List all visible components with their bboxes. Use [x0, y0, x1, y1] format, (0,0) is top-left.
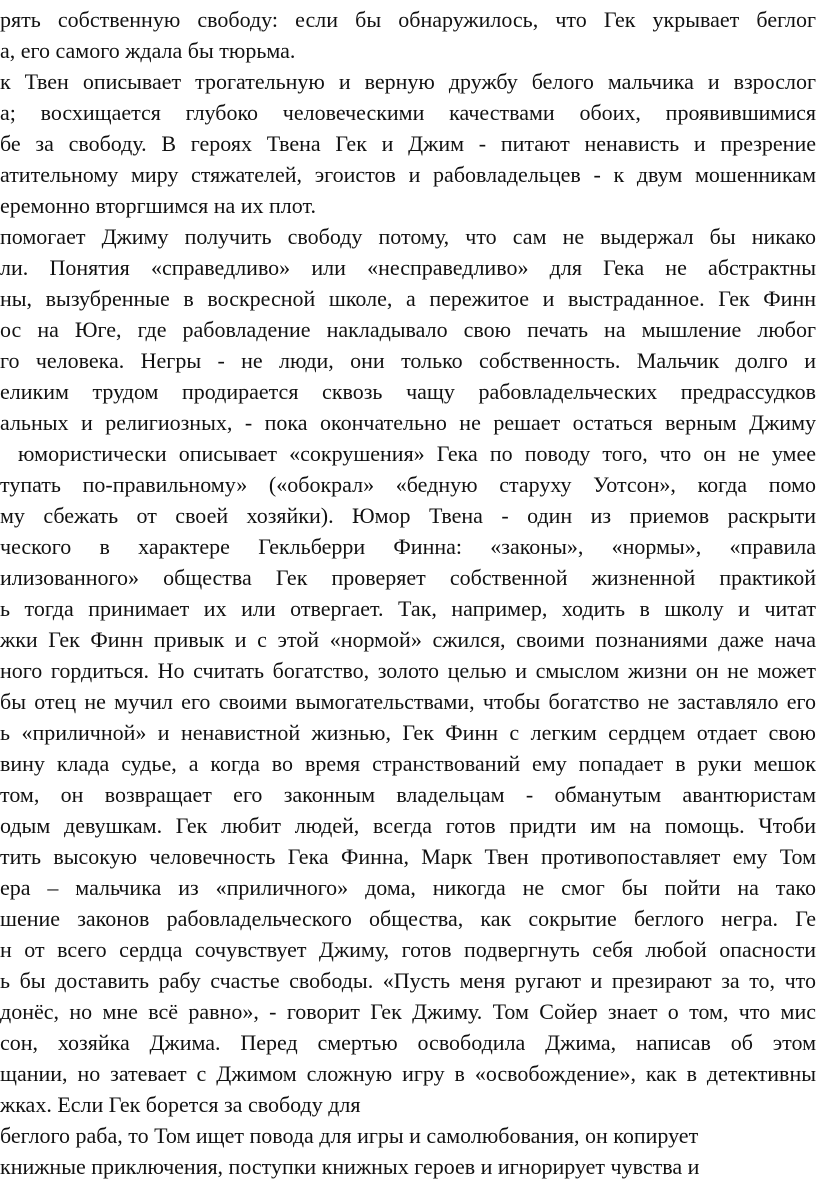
text-line: бы отец не мучил его своими вымогательствами, чтобы богатство не заставляло его — [0, 689, 816, 714]
text-line: тупать по-правильному» («обокрал» «бедную старуху Уотсон», когда помо — [0, 472, 816, 497]
text-line: а, его самого ждала бы тюрьма. — [0, 38, 296, 63]
text-line: атительному миру стяжателей, эгоистов и рабовладельцев - к двум мошенникам — [0, 162, 816, 187]
text-line: юмористически описывает «сокрушения» Гека по поводу того, что он не умее — [18, 441, 816, 466]
text-line: одым девушкам. Гек любит людей, всегда готов придти им на помощь. Чтоби — [0, 813, 816, 838]
text-line: ли. Понятия «справедливо» или «несправедливо» для Гека не абстрактны — [0, 255, 816, 280]
text-line: жках. Если Гек борется за свободу для — [0, 1092, 361, 1117]
text-line: ческого в характере Гекльберри Финна: «законы», «нормы», «правила — [0, 534, 816, 559]
text-line: ь бы доставить рабу счастье свободы. «Пусть меня ругают и презирают за то, что — [0, 968, 816, 993]
text-line: тить высокую человечность Гека Финна, Марк Твен противопоставляет ему Том — [0, 844, 816, 869]
text-line: книжные приключения, поступки книжных героев и игнорирует чувства и — [0, 1154, 700, 1179]
text-line: вину клада судье, а когда во время странствований ему попадает в руки мешок — [0, 751, 816, 776]
text-line: рять собственную свободу: если бы обнаружилось, что Гек укрывает беглог — [0, 7, 816, 32]
text-line: бе за свободу. В героях Твена Гек и Джим - питают ненависть и презрение — [0, 131, 816, 156]
text-line: му сбежать от своей хозяйки). Юмор Твена - один из приемов раскрыти — [0, 503, 816, 528]
text-line: ос на Юге, где рабовладение накладывало свою печать на мышление любог — [0, 317, 816, 342]
text-line: ера – мальчика из «приличного» дома, никогда не смог бы пойти на тако — [0, 875, 816, 900]
text-line: а; восхищается глубоко человеческими качествами обоих, проявившимися — [0, 100, 816, 125]
text-line: ного гордиться. Но считать богатство, золото целью и смыслом жизни он не может — [0, 658, 816, 683]
text-line: щании, но затевает с Джимом сложную игру в «освобождение», как в детективны — [0, 1061, 816, 1086]
text-line: шение законов рабовладельческого общества, как сокрытие беглого негра. Ге — [0, 906, 816, 931]
text-line: сон, хозяйка Джима. Перед смертью освободила Джима, написав об этом — [0, 1030, 816, 1055]
text-line: илизованного» общества Гек проверяет собственной жизненной практикой — [0, 565, 816, 590]
text-line: го человека. Негры - не люди, они только собственность. Мальчик долго и — [0, 348, 816, 373]
text-line: ь «приличной» и ненавистной жизнью, Гек Финн с легким сердцем отдает свою — [0, 720, 816, 745]
text-line: еликим трудом продирается сквозь чащу рабовладельческих предрассудков — [0, 379, 816, 404]
text-line: жки Гек Финн привык и с этой «нормой» сжился, своими познаниями даже нача — [0, 627, 816, 652]
text-line: альных и религиозных, - пока окончательно не решает остаться верным Джиму — [0, 410, 816, 435]
text-line: помогает Джиму получить свободу потому, что сам не выдержал бы никако — [0, 224, 816, 249]
text-line: к Твен описывает трогательную и верную дружбу белого мальчика и взрослог — [0, 69, 816, 94]
text-line: ь тогда принимает их или отвергает. Так, например, ходить в школу и читат — [0, 596, 816, 621]
text-line: том, он возвращает его законным владельцам - обманутым авантюристам — [0, 782, 816, 807]
text-line: донёс, но мне всё равно», - говорит Гек Джиму. Том Сойер знает о том, что мис — [0, 999, 816, 1024]
text-line: ны, вызубренные в воскресной школе, а пережитое и выстраданное. Гек Финн — [0, 286, 816, 311]
text-line: н от всего сердца сочувствует Джиму, готов подвергнуть себя любой опасности — [0, 937, 816, 962]
text-line: еремонно вторгшимся на их плот. — [0, 193, 316, 218]
text-line: беглого раба, то Том ищет повода для игры и самолюбования, он копирует — [0, 1123, 699, 1148]
